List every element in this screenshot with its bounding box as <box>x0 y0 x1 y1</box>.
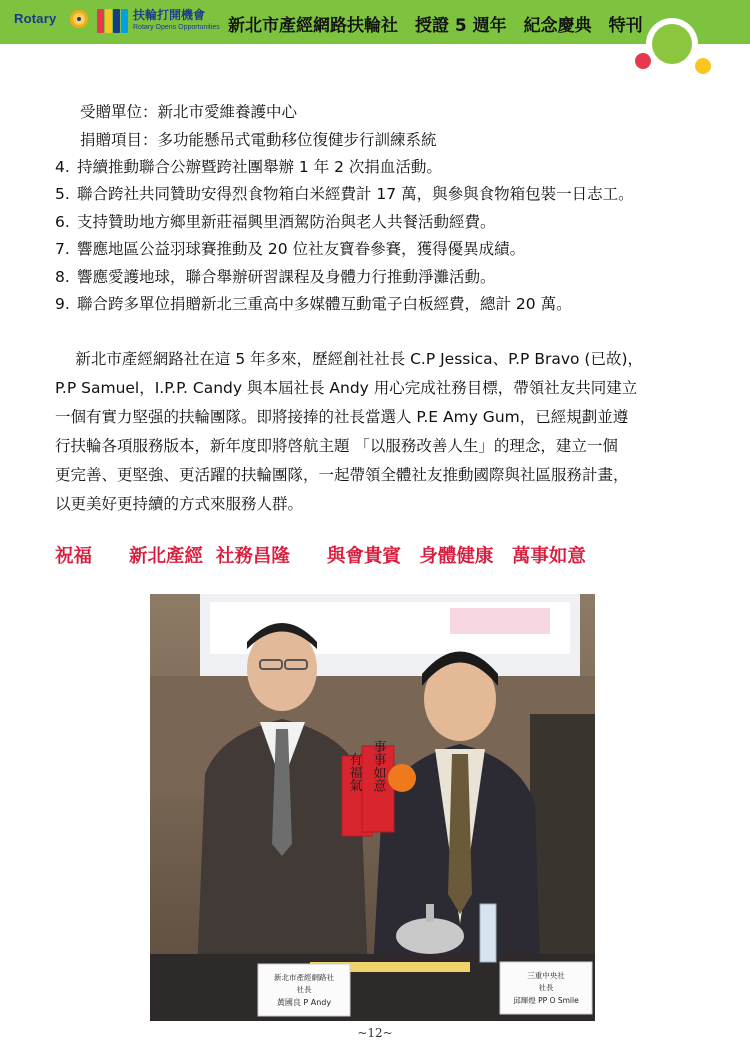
donation-recipient: 受贈單位：新北市愛維養護中心 <box>80 103 298 121</box>
rotary-wheel-icon <box>70 10 88 28</box>
paragraph-line: 以更美好更持續的方式來服務人群。 <box>55 495 304 513</box>
page-number: ~12~ <box>357 1026 393 1040</box>
paragraph-line: 行扶輪各項服務版本，新年度即將啓航主題 「以服務改善人生」的理念，建立一個 <box>55 437 618 455</box>
list-item-number: 6. <box>55 213 70 231</box>
roo-logo-icon <box>97 9 129 33</box>
event-photo <box>150 594 595 1021</box>
photo-illustration <box>150 594 595 1021</box>
list-item <box>55 293 572 315</box>
placard-right-line: 三重中央社 <box>527 971 565 980</box>
list-item-number: 5. <box>55 185 70 203</box>
list-item <box>55 156 442 178</box>
list-item-text: 支持贊助地方鄉里新莊福興里酒駕防治與老人共餐活動經費。 <box>77 213 496 231</box>
list-item <box>55 266 496 288</box>
envelope-right-text: 事事如意 <box>370 740 386 792</box>
list-item-text: 聯合跨多單位捐贈新北三重高中多媒體互動電子白板經費，總計 20 萬。 <box>77 295 572 313</box>
page-title: 新北市產經網路扶輪社 授證 5 週年 紀念慶典 特刊 <box>228 16 643 36</box>
placard-right-line: 邱輝煌 PP O Smile <box>513 996 579 1005</box>
placard-left-line: 社長 <box>296 985 312 994</box>
list-item-text: 聯合跨社共同贊助安得烈食物箱白米經費計 17 萬，與參與食物箱包裝一日志工。 <box>77 185 634 203</box>
donation-item: 捐贈項目：多功能懸吊式電動移位復健步行訓練系統 <box>80 131 437 149</box>
paragraph-line: 一個有實力堅强的扶輪團隊。即將接捧的社長當選人 P.E Amy Gum，已經規劃並遵 <box>55 408 629 426</box>
paragraph-line: P.P Samuel，I.P.P. Candy 與本屆社長 Andy 用心完成社務目標，帶領社友共同建立 <box>55 379 638 397</box>
list-item-number: 7. <box>55 240 70 258</box>
paragraph-line: 新北市產經網路社在這 5 年多來，歷經創社社長 C.P Jessica、P.P Bravo (已故)， <box>55 350 643 368</box>
list-item-number: 9. <box>55 295 70 313</box>
decorative-circle-yellow <box>695 58 711 74</box>
list-item <box>55 183 634 205</box>
water-bottle <box>480 904 496 962</box>
list-item-number: 8. <box>55 268 70 286</box>
roo-subtitle: Rotary Opens Opportunities <box>133 24 220 31</box>
bell <box>396 918 464 954</box>
list-item <box>55 238 525 260</box>
decorative-circle-red <box>635 53 651 69</box>
decorative-circle-green <box>652 24 692 64</box>
rotary-logo: Rotary <box>14 11 57 26</box>
placard-right-line: 社長 <box>538 983 554 992</box>
blessing-line: 祝福 新北產經 社務昌隆 與會貴賓 身體健康 萬事如意 <box>55 546 586 567</box>
paragraph-line: 更完善、更堅強、更活躍的扶輪團隊，一起帶領全體社友推動國際與社區服務計畫， <box>55 466 629 484</box>
envelope-left-text: 有福氣 <box>346 752 362 792</box>
list-item <box>55 211 496 233</box>
header-bar <box>0 0 750 44</box>
roo-title: 扶輪打開機會 <box>133 8 206 22</box>
orange-fruit <box>388 764 416 792</box>
list-item-text: 持續推動聯合公辦暨跨社團舉辦 1 年 2 次捐血活動。 <box>77 158 442 176</box>
placard-left-line: 黃國良 P Andy <box>276 998 332 1007</box>
placard-left-line: 新北市產經網路社 <box>274 973 334 982</box>
list-item-number: 4. <box>55 158 70 176</box>
list-item-text: 響應地區公益羽球賽推動及 20 位社友寶眷參賽，獲得優異成績。 <box>77 240 526 258</box>
list-item-text: 響應愛護地球，聯合舉辦研習課程及身體力行推動淨灘活動。 <box>77 268 496 286</box>
